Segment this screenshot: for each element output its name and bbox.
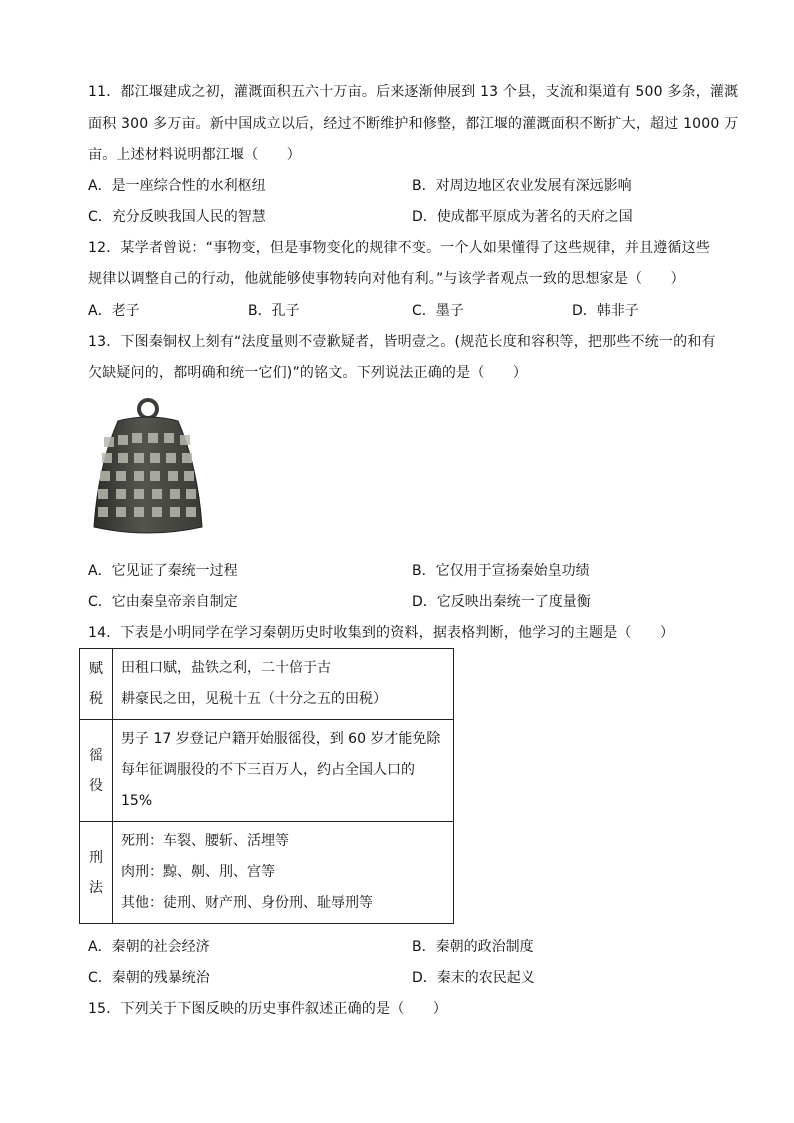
row-header-char: 税 bbox=[89, 691, 103, 707]
q13-stem-line-2: 欠缺疑问的，都明确和统一它们)”的铭文。下列说法正确的是（ ） bbox=[88, 365, 528, 381]
q12-stem-line-2: 规律以调整自己的行动，他就能够使事物转向对他有利。”与该学者观点一致的思想家是（ ） bbox=[88, 271, 685, 287]
row-header-char: 刑 bbox=[89, 849, 103, 866]
qin-policy-table bbox=[79, 648, 454, 924]
q14-option-c[interactable]: C．秦朝的残暴统治 bbox=[88, 970, 210, 986]
q11-option-d[interactable]: D．使成都平原成为著名的天府之国 bbox=[412, 209, 633, 225]
q13-option-a[interactable]: A．它见证了秦统一过程 bbox=[88, 563, 238, 579]
q12-option-c[interactable]: C．墨子 bbox=[412, 303, 464, 319]
q14-option-b[interactable]: B．秦朝的政治制度 bbox=[412, 939, 534, 955]
row-line: 田租口赋，盐铁之利，二十倍于古 bbox=[121, 660, 331, 676]
row-header-char: 法 bbox=[89, 879, 103, 896]
q15-stem-line-1: 15．下列关于下图反映的历史事件叙述正确的是（ ） bbox=[88, 1001, 448, 1017]
q13-option-b[interactable]: B．它仅用于宣扬秦始皇功绩 bbox=[412, 563, 590, 579]
q11-option-b[interactable]: B．对周边地区农业发展有深远影响 bbox=[412, 178, 632, 194]
q11-option-c[interactable]: C．充分反映我国人民的智慧 bbox=[88, 209, 266, 225]
q13-option-c[interactable]: C．它由秦皇帝亲自制定 bbox=[88, 594, 238, 610]
row-content bbox=[113, 720, 454, 822]
qin-bronze-weight-image bbox=[88, 397, 210, 539]
row-header bbox=[80, 720, 113, 822]
q12-option-d[interactable]: D．韩非子 bbox=[572, 303, 639, 319]
q12-option-a[interactable]: A．老子 bbox=[88, 303, 140, 319]
table-row bbox=[80, 822, 454, 924]
q14-option-d[interactable]: D．秦末的农民起义 bbox=[412, 970, 535, 986]
q11-option-a[interactable]: A．是一座综合性的水利枢纽 bbox=[88, 178, 266, 194]
row-line: 肉刑：黥、劓、刖、宫等 bbox=[121, 864, 275, 880]
q11-stem-line-3: 亩。上述材料说明都江堰（ ） bbox=[88, 147, 301, 163]
table-row bbox=[80, 649, 454, 720]
row-header-char: 赋 bbox=[89, 661, 103, 677]
q11-stem-line-1: 11．都江堰建成之初，灌溉面积五六十万亩。后来逐渐伸展到 13 个县，支流和渠道有 500 多条，灌溉 bbox=[88, 84, 739, 100]
q12-option-b[interactable]: B．孔子 bbox=[248, 303, 300, 319]
row-line: 其他：徒刑、财产刑、身份刑、耻辱刑等 bbox=[121, 895, 373, 911]
row-line: 死刑：车裂、腰斩、活埋等 bbox=[121, 833, 289, 849]
row-line: 每年征调服役的不下三百万人，约占全国人口的 15% bbox=[121, 762, 415, 809]
table-row bbox=[80, 720, 454, 822]
q13-option-d[interactable]: D．它反映出秦统一了度量衡 bbox=[412, 594, 591, 610]
row-header bbox=[80, 822, 113, 924]
row-line: 男子 17 岁登记户籍开始服徭役，到 60 岁才能免除 bbox=[121, 731, 441, 747]
row-header-char: 役 bbox=[89, 777, 103, 794]
row-header-char: 徭 bbox=[89, 747, 103, 764]
q13-stem-line-1: 13．下图秦铜权上刻有“法度量则不壹歉疑者，皆明壹之。(规范长度和容积等，把那些不统一的和有 bbox=[88, 334, 716, 350]
q14-option-a[interactable]: A．秦朝的社会经济 bbox=[88, 939, 210, 955]
row-content bbox=[113, 649, 454, 720]
q14-stem-line-1: 14．下表是小明同学在学习秦朝历史时收集到的资料，据表格判断，他学习的主题是（ ） bbox=[88, 625, 675, 641]
row-line: 耕豪民之田，见税十五（十分之五的田税） bbox=[121, 691, 387, 707]
row-content bbox=[113, 822, 454, 924]
row-header bbox=[80, 649, 113, 720]
q12-stem-line-1: 12．某学者曾说：“事物变，但是事物变化的规律不变。一个人如果懂得了这些规律，并且遵循这些 bbox=[88, 240, 711, 256]
q11-stem-line-2: 面积 300 多万亩。新中国成立以后，经过不断维护和修整，都江堰的灌溉面积不断扩大，超过 1000 万 bbox=[88, 116, 739, 132]
